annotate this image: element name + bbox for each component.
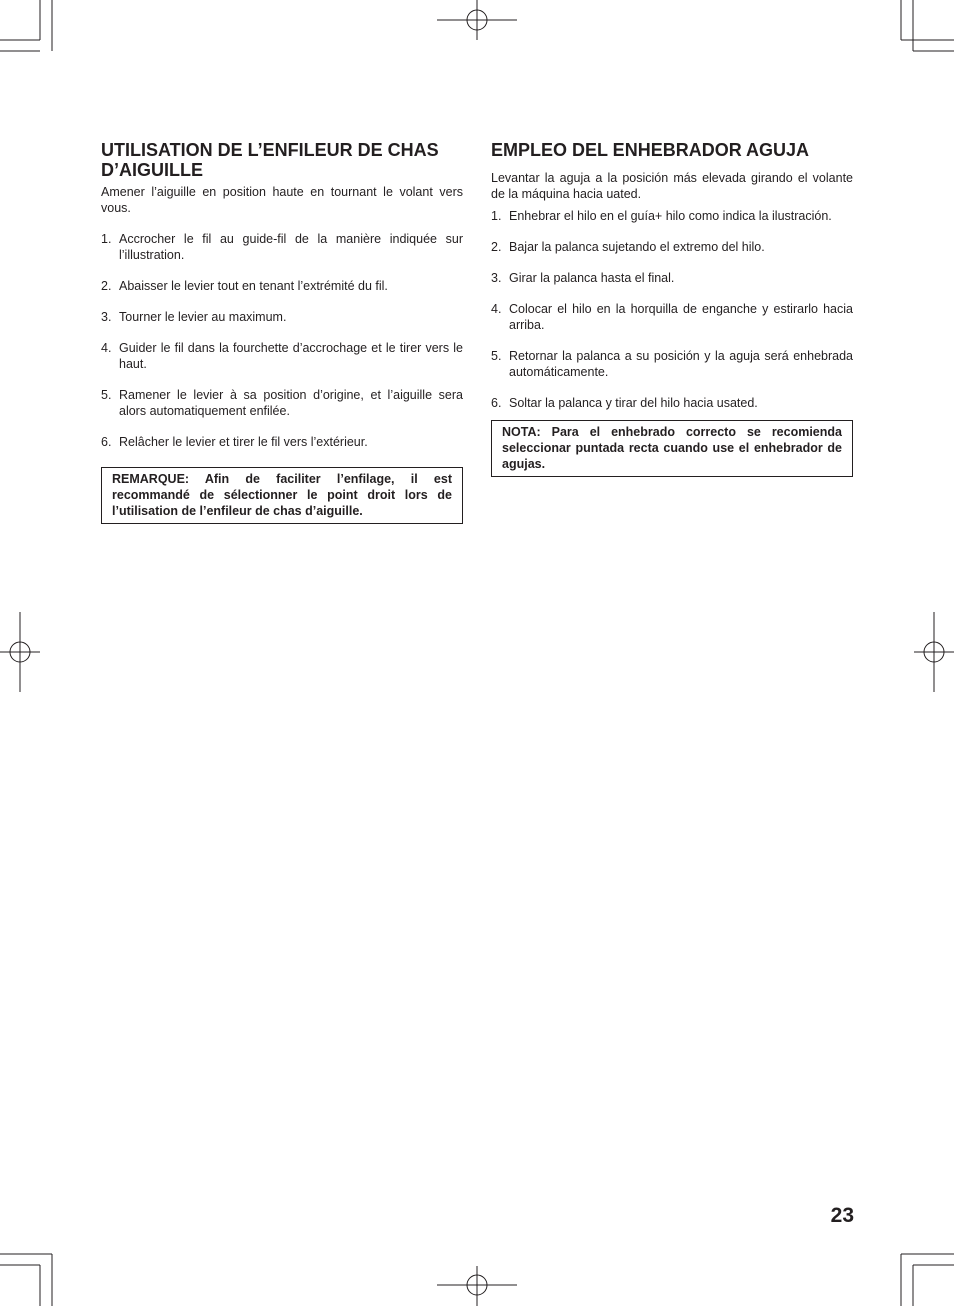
list-item xyxy=(491,301,853,333)
step-text: Colocar el hilo en la horquilla de enganche y estirarlo hacia arriba. xyxy=(509,302,853,332)
list-item xyxy=(101,340,463,372)
list-item xyxy=(491,348,853,380)
step-number: 1. xyxy=(491,209,502,223)
step-number: 2. xyxy=(101,279,112,293)
spanish-section xyxy=(491,140,853,477)
step-text: Girar la palanca hasta el final. xyxy=(509,271,675,285)
step-number: 3. xyxy=(491,271,502,285)
step-text: Retornar la palanca a su posición y la aguja será enhebrada automáticamente. xyxy=(509,349,853,379)
list-item xyxy=(101,231,463,263)
spanish-heading: EMPLEO DEL ENHEBRADOR AGUJA xyxy=(491,140,810,160)
french-heading-line1: UTILISATION DE L’ENFILEUR DE CHAS xyxy=(101,140,439,160)
step-text: Abaisser le levier tout en tenant l’extrémité du fil. xyxy=(119,279,388,293)
step-number: 5. xyxy=(491,349,502,363)
french-intro: Amener l’aiguille en position haute en tournant le volant vers vous. xyxy=(101,185,463,215)
step-number: 1. xyxy=(101,232,112,246)
list-item xyxy=(101,387,463,419)
french-section xyxy=(101,140,463,524)
french-steps xyxy=(101,231,463,450)
list-item xyxy=(101,278,463,294)
step-number: 6. xyxy=(101,435,112,449)
step-text: Tourner le levier au maximum. xyxy=(119,310,287,324)
step-text: Relâcher le levier et tirer le fil vers l’extérieur. xyxy=(119,435,368,449)
step-text: Ramener le levier à sa position d’origine, et l’aiguille sera alors automatiquement enfilée. xyxy=(119,388,463,418)
list-item xyxy=(491,239,853,255)
list-item xyxy=(491,208,853,224)
french-heading-line2: D’AIGUILLE xyxy=(101,160,203,180)
step-number: 5. xyxy=(101,388,112,402)
spanish-note-box: NOTA: Para el enhebrado correcto se recomienda seleccionar puntada recta cuando use el enhebrador de agujas. xyxy=(491,420,853,477)
step-text: Enhebrar el hilo en el guía+ hilo como indica la ilustración. xyxy=(509,209,832,223)
step-text: Bajar la palanca sujetando el extremo del hilo. xyxy=(509,240,765,254)
list-item xyxy=(101,309,463,325)
page-number: 23 xyxy=(830,1204,854,1227)
step-number: 6. xyxy=(491,396,502,410)
spanish-steps xyxy=(491,208,853,411)
step-number: 4. xyxy=(491,302,502,316)
step-text: Soltar la palanca y tirar del hilo hacia usated. xyxy=(509,396,758,410)
step-number: 3. xyxy=(101,310,112,324)
step-number: 2. xyxy=(491,240,502,254)
french-heading xyxy=(101,140,463,180)
french-note-box: REMARQUE: Afin de faciliter l’enfilage, il est recommandé de sélectionner le point droit lors de l’utilisation de l’enfileur de chas d’aiguille. xyxy=(101,467,463,524)
step-text: Accrocher le fil au guide-fil de la manière indiquée sur l’illustration. xyxy=(119,232,463,262)
step-text: Guider le fil dans la fourchette d’accrochage et le tirer vers le haut. xyxy=(119,341,463,371)
list-item xyxy=(101,434,463,450)
step-number: 4. xyxy=(101,341,112,355)
spanish-intro: Levantar la aguja a la posición más elevada girando el volante de la máquina hacia uated. xyxy=(491,171,853,201)
list-item xyxy=(491,395,853,411)
list-item xyxy=(491,270,853,286)
